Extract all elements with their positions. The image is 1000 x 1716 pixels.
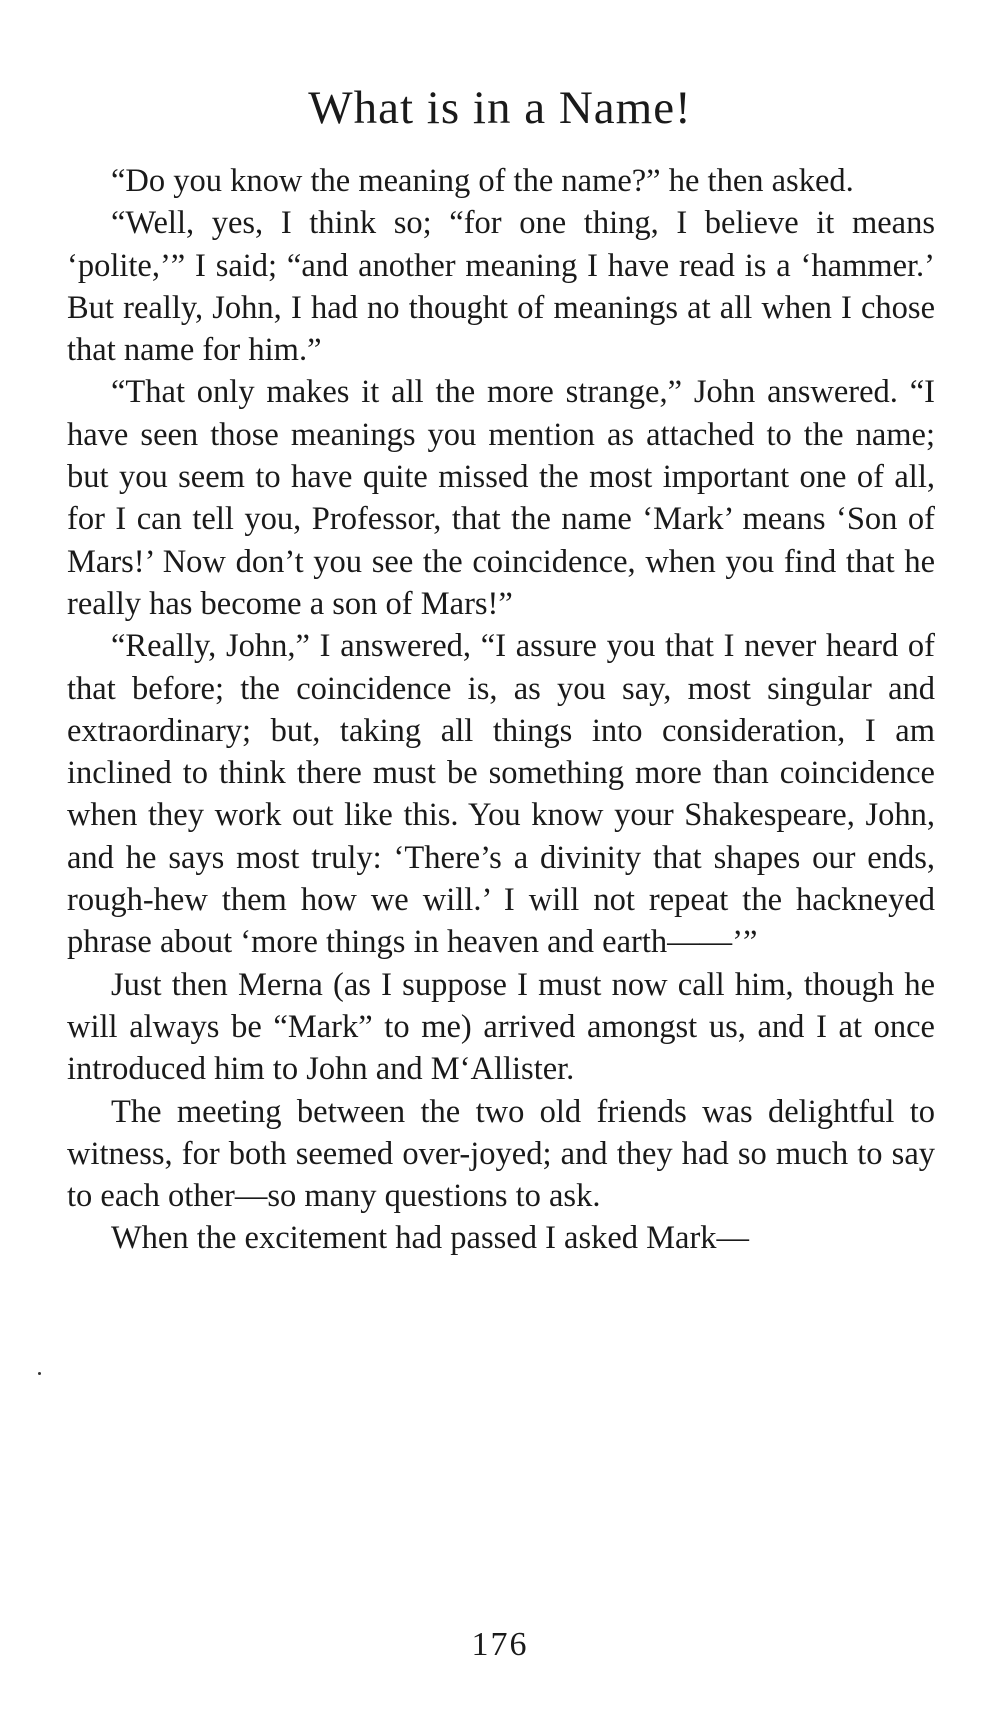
paragraph: When the excitement had passed I asked Mark— bbox=[111, 1220, 750, 1257]
page-number: 176 bbox=[471, 1626, 529, 1663]
running-head: What is in a Name! bbox=[308, 82, 692, 134]
paragraph: “Well, yes, I think so; “for one thing, I believe it means ‘polite,’” I said; “and another meaning I have read is a ‘hammer.’ But really, John, I had no thought of meanings at all when I chose that name for him.” bbox=[67, 205, 935, 369]
print-speck bbox=[38, 1372, 41, 1375]
body-text bbox=[67, 160, 935, 1260]
paragraph: “Really, John,” I answered, “I assure you that I never heard of that before; the coincidence is, as you say, most singular and extraordinary; but, taking all things into consideration, I am inclined to think there must be something more than coincidence when they work out like this. You know your Shakespeare, John, and he says most truly: ‘There’s a divinity that shapes our ends, rough-hew them how we will.’ I will not repeat the hackneyed phrase about ‘more things in heaven and earth——’” bbox=[67, 628, 935, 961]
paragraph: Just then Merna (as I suppose I must now call him, though he will always be “Mark” to me) arrived amongst us, and I at once introduced him to John and M‘Allister. bbox=[67, 966, 935, 1088]
paragraph: “That only makes it all the more strange,” John answered. “I have seen those meanings you mention as attached to the name; but you seem to have quite missed the most important one of all, for I can tell you, Professor, that the name ‘Mark’ means ‘Son of Mars!’ Now don’t you see the coincidence, when you find that he really has become a son of Mars!” bbox=[67, 374, 935, 622]
paragraph: The meeting between the two old friends was delightful to witness, for both seemed over-joyed; and they had so much to say to each other—so many questions to ask. bbox=[67, 1093, 935, 1215]
paragraph: “Do you know the meaning of the name?” he then asked. bbox=[111, 163, 854, 199]
